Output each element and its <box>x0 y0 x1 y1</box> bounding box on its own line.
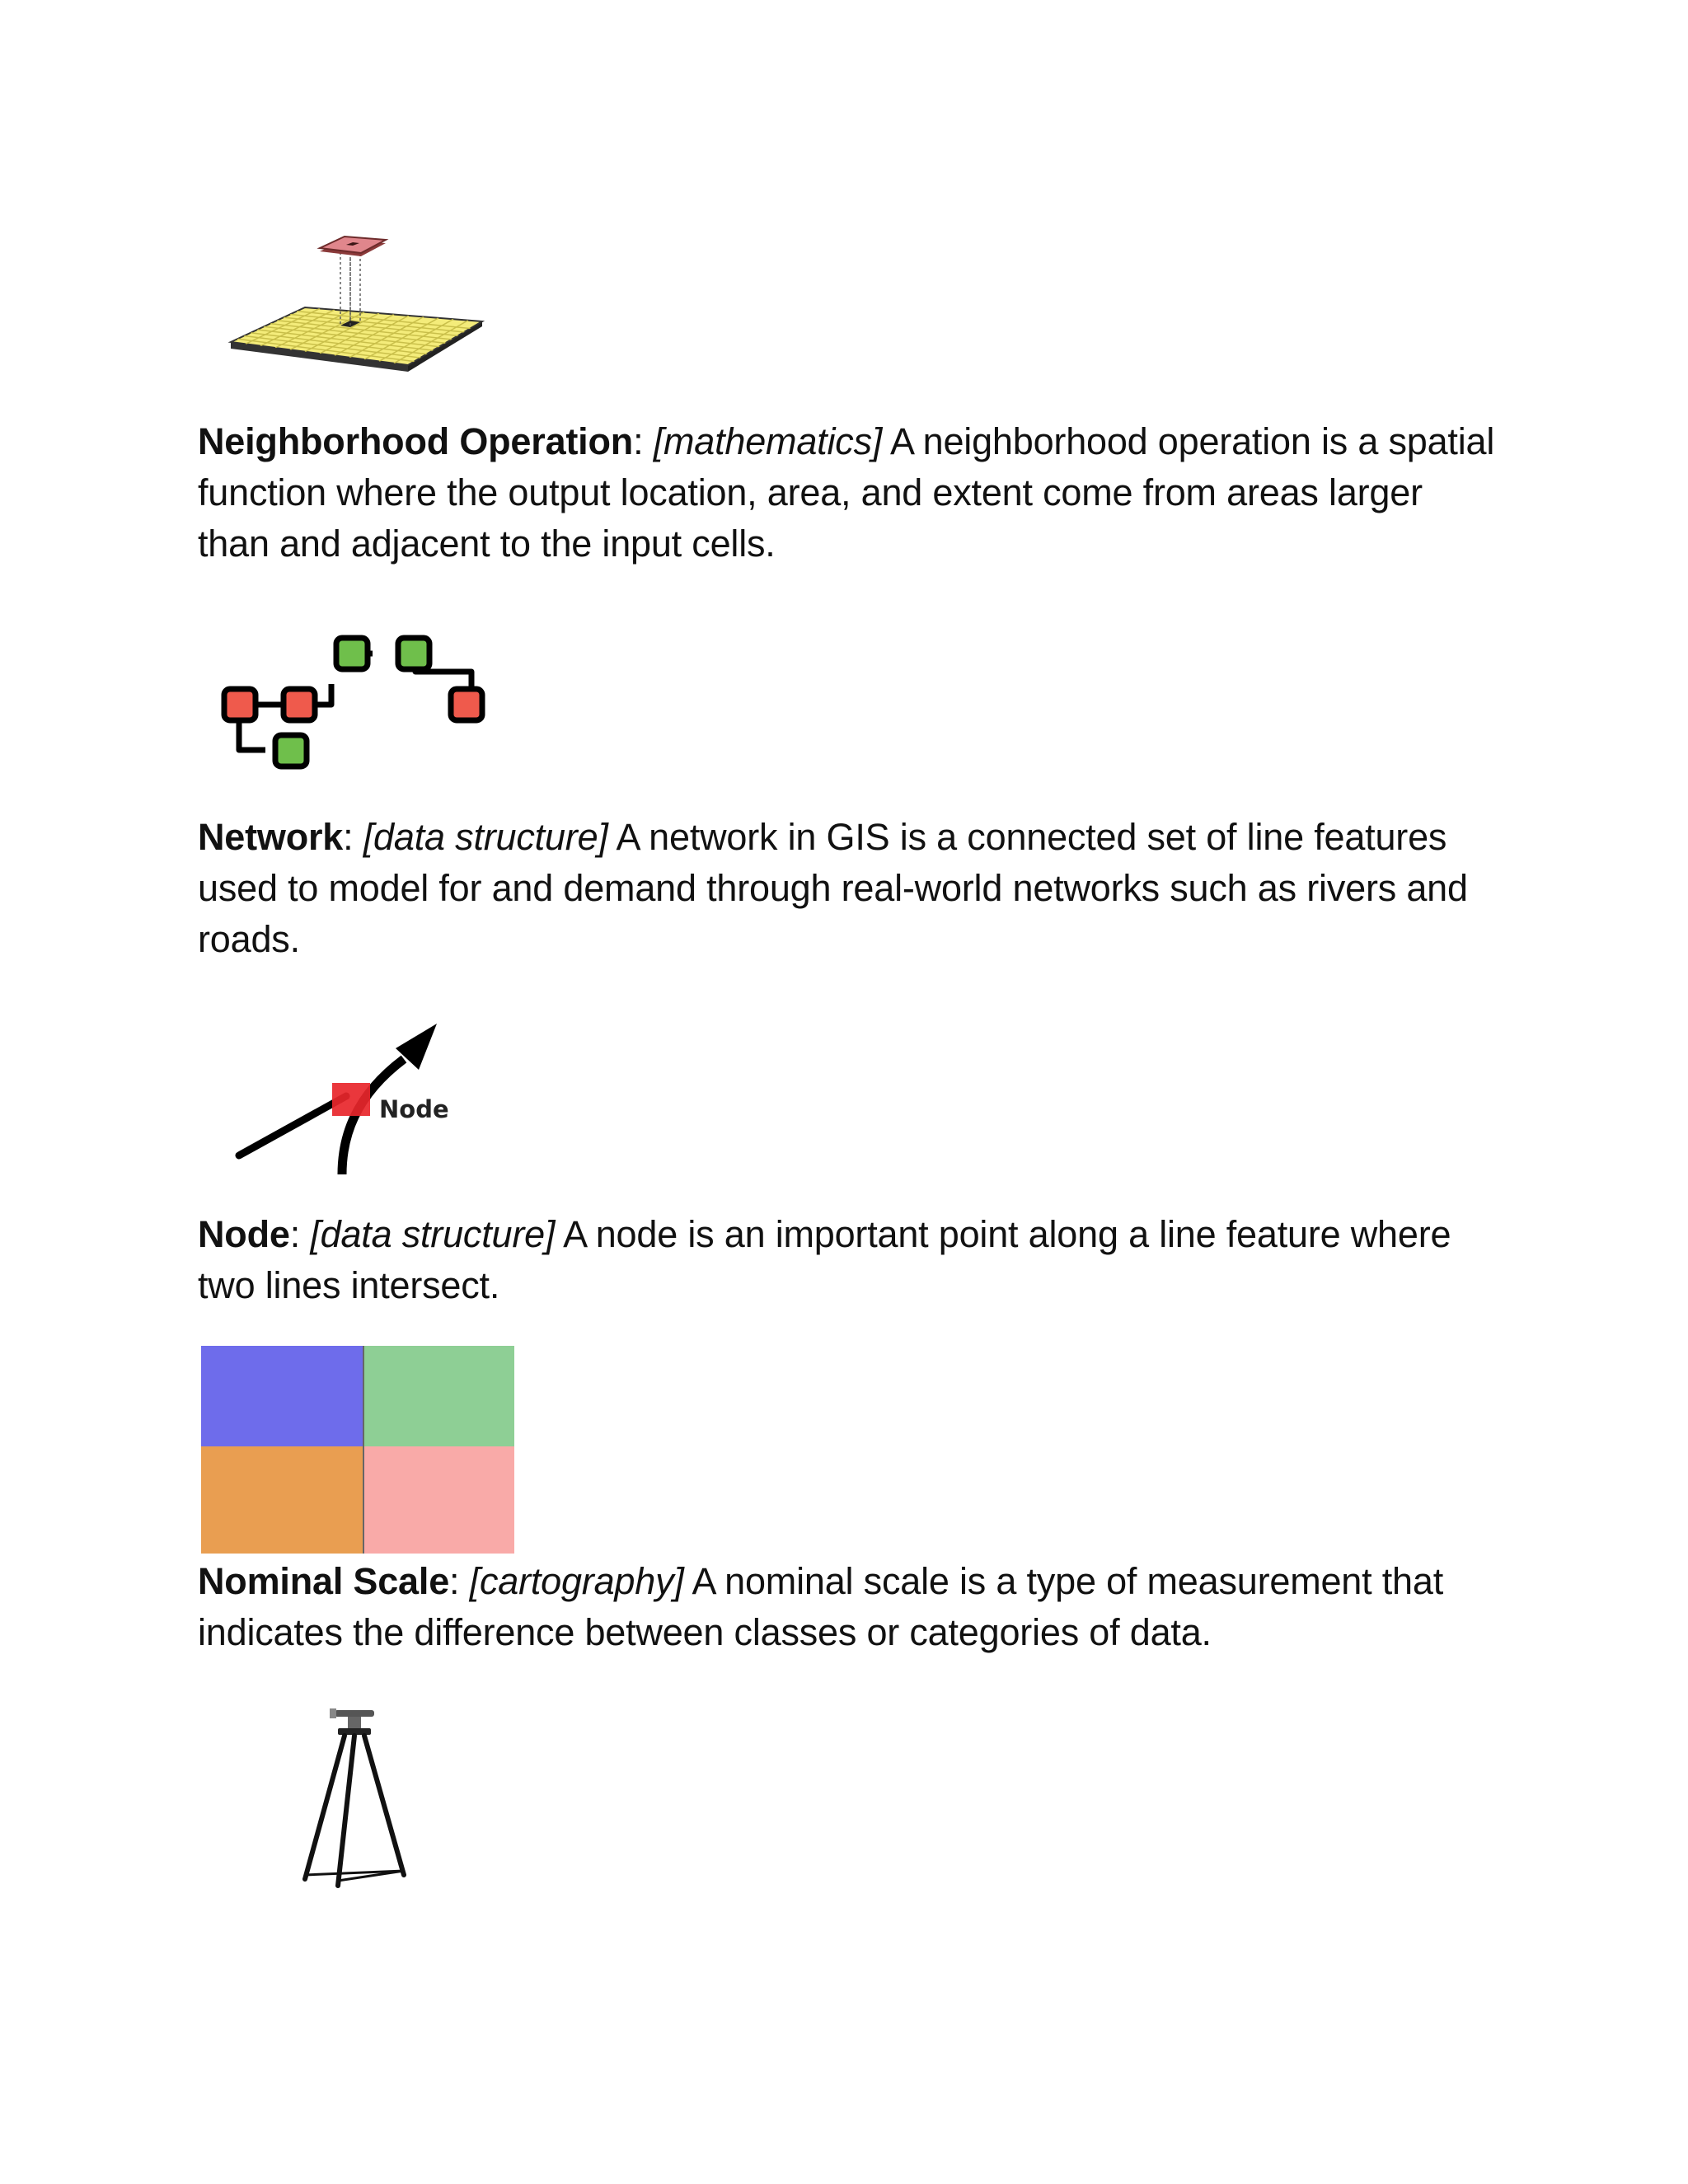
category: [mathematics] <box>653 420 883 462</box>
nominal-scale-icon <box>201 1346 514 1554</box>
swatch-green <box>363 1346 514 1446</box>
swatch-blue <box>201 1346 363 1446</box>
tripod-icon <box>288 1706 420 1904</box>
category: [cartography] <box>469 1560 684 1602</box>
node-icon <box>231 1014 478 1179</box>
glossary-entry-neighborhood-operation: Neighborhood Operation: [mathematics] A neighborhood operation is a spatial function where the output location, area, and extent come from areas larger than and adjacent to the input cells. <box>198 420 1495 565</box>
definition: A node is an important point along a line feature where two lines intersect. <box>198 1213 1451 1306</box>
category: [data structure] <box>363 816 608 858</box>
network-icon <box>216 626 496 779</box>
term: Node <box>198 1213 290 1255</box>
term: Network <box>198 816 344 858</box>
glossary-entry-node: Node: [data structure] A node is an important point along a line feature where two lines intersect. <box>198 1213 1451 1306</box>
definition: A neighborhood operation is a spatial function where the output location, area, and extent come from areas larger than and adjacent to the input cells. <box>198 420 1495 565</box>
node-label: Node <box>379 1095 449 1123</box>
swatch-pink <box>363 1446 514 1554</box>
swatch-orange <box>201 1446 363 1554</box>
glossary-entry-network: Network: [data structure] A network in GIS is a connected set of line features used to model for and demand through real-world networks such as rivers and roads. <box>198 816 1468 960</box>
term: Neighborhood Operation <box>198 420 634 462</box>
definition: A nominal scale is a type of measurement that indicates the difference between classes or categories of data. <box>198 1560 1443 1653</box>
glossary-entry-nominal-scale: Nominal Scale: [cartography] A nominal scale is a type of measurement that indicates the difference between classes or categories of data. <box>198 1560 1443 1653</box>
term: Nominal Scale <box>198 1560 450 1602</box>
neighborhood-operation-icon <box>223 235 495 375</box>
category: [data structure] <box>310 1213 556 1255</box>
definition: A network in GIS is a connected set of line features used to model for and demand through real-world networks such as rivers and roads. <box>198 816 1468 960</box>
